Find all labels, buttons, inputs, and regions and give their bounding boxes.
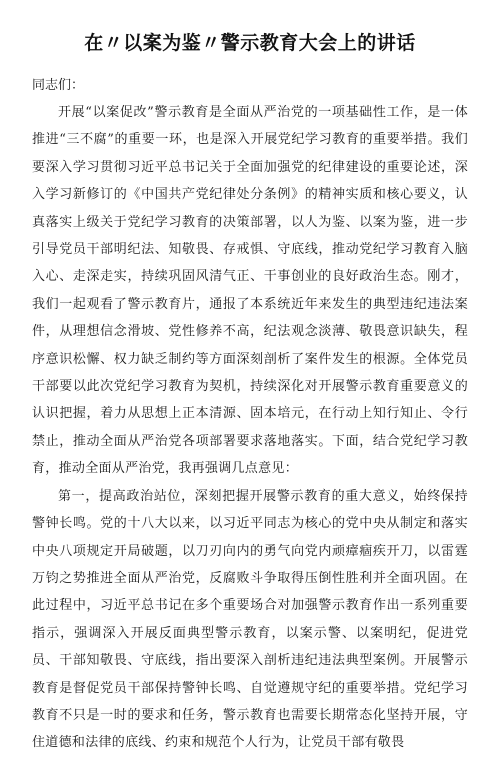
paragraph-intro: 开展“以案促改”警示教育是全面从严治党的一项基础性工作，是一体推进“三不腐”的重要一环，也是深入开展党纪学习教育的重要举措。我们要深入学习贯彻习近平总书记关于全面加强党的纪律建设的重要论述，深入学习新修订的《中国共产党纪律处分条例》的精神实质和核心要义，认真落实上级关于党纪学习教育的决策部署，以人为鉴、以案为鉴，进一步引导党员干部明纪法、知敬畏、存戒惧、守底线，推动党纪学习教育入脑入心、走深走实，持续巩固风清气正、干事创业的良好政治生态。刚才，我们一起观看了警示教育片，通报了本系统近年来发生的典型违纪违法案件，从理想信念滑坡、党性修养不高，纪法观念淡薄、敬畏意识缺失，程序意识松懈、权力缺乏制约等方面深刻剖析了案件发生的根源。全体党员干部要以此次党纪学习教育为契机，持续深化对开展警示教育重要意义的认识把握，着力从思想上正本清源、固本培元，在行动上知行知止、令行禁止，推动全面从严治党各项部署要求落地落实。下面，结合党纪学习教育，推动全面从严治党，我再强调几点意见： <box>32 105 468 477</box>
salutation: 同志们： <box>32 78 85 93</box>
paragraph-point-one: 第一，提高政治站位，深刻把握开展警示教育的重大意义，始终保持警钟长鸣。党的十八大以来，以习近平同志为核心的党中央从制定和落实中央八项规定开局破题，以刀刃向内的勇气向党内顽瘴痼疾开刀，以雷霆万钧之势推进全面从严治党，反腐败斗争取得压倒性胜利并全面巩固。在此过程中，习近平总书记在多个重要场合对加强警示教育作出一系列重要指示，强调深入开展反面典型警示教育，以案示警、以案明纪，促进党员、干部知敬畏、守底线，指出要深入剖析违纪违法典型案例。开展警示教育是督促党员干部保持警钟长鸣、自觉遵规守纪的重要举措。党纪学习教育不只是一时的要求和任务，警示教育也需要长期常态化坚持开展，守住道德和法律的底线、约束和规范个人行为，让党员干部有敬畏 <box>32 488 468 751</box>
document-title: 在〃以案为鉴〃警示教育大会上的讲话 <box>84 32 416 54</box>
